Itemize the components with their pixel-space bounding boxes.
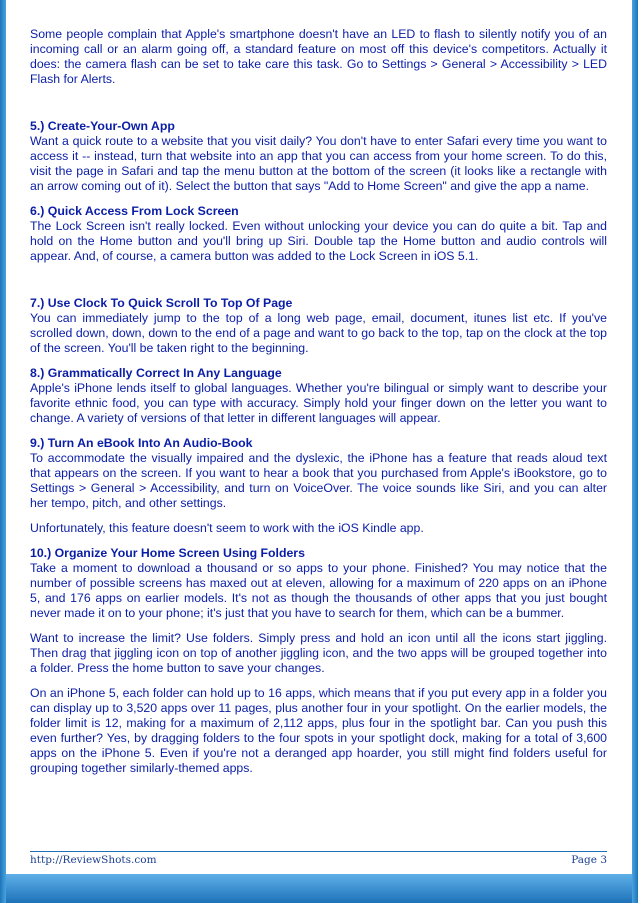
section-paragraph: You can immediately jump to the top of a long web page, email, document, itunes list etc. If you've scrolled down, down, down to the end of a page and want to go back to the top, tap on the clock at the top of the screen. You'll be taken right to the beginning. [30,311,607,355]
section-heading: 6.) Quick Access From Lock Screen [30,204,239,218]
section-heading: 10.) Organize Your Home Screen Using Folders [30,546,305,560]
left-edge-bar [0,0,6,903]
page-footer [30,851,607,866]
section-5 [30,119,607,194]
section-heading: 5.) Create-Your-Own App [30,119,175,133]
section-paragraph: On an iPhone 5, each folder can hold up to 16 apps, which means that if you put every app in a folder you can display up to 3,520 apps over 11 pages, plus another four in your spotlight. On the earlier models, the folder limit is 12, making for a maximum of 2,112 apps, plus four in the spotlight bar. Can you push this even further? Yes, by dragging folders to the four spots in your spotlight dock, making for a total of 3,600 apps on the iPhone 5. Even if you're not a deranged app hoarder, you still might find folders useful for grouping together similarly-themed apps. [30,686,607,775]
section-paragraph: Unfortunately, this feature doesn't seem to work with the iOS Kindle app. [30,521,424,535]
intro-paragraph: Some people complain that Apple's smartphone doesn't have an LED to flash to silently notify you of an incoming call or an alarm going off, a standard feature on most off this device's competitors. Actually it does: the camera flash can be set to take care this task. Go to Settings > General > Accessibility > LED Flash for Alerts. [30,27,607,86]
section-7 [30,296,607,356]
section-paragraph: To accommodate the visually impaired and the dyslexic, the iPhone has a feature that reads aloud text that appears on the screen. If you want to hear a book that you purchased from Apple's iBookstore, go to Settings > General > Accessibility, and turn on VoiceOver. The voice sounds like Siri, and you can alter her tempo, pitch, and other settings. [30,451,607,510]
section-paragraph: Apple's iPhone lends itself to global languages. Whether you're bilingual or simply want to describe your favorite ethnic food, you can type with accuracy. Simply hold your finger down on the letter you want to change. A variety of versions of that letter in different languages will appear. [30,381,607,425]
section-paragraph: Want a quick route to a website that you visit daily? You don't have to enter Safari every time you want to access it -- instead, turn that website into an app that you can access from your home screen. To do this, visit the page in Safari and tap the menu button at the bottom of the screen (it looks like a rectangle with an arrow coming out of it). Select the button that says "Add to Home Screen" and give the app a name. [30,134,607,193]
section-heading: 9.) Turn An eBook Into An Audio-Book [30,436,253,450]
section-8 [30,366,607,426]
footer-band [6,874,632,903]
page-content [30,27,607,776]
right-edge-bar [632,0,638,903]
section-heading: 7.) Use Clock To Quick Scroll To Top Of Page [30,296,293,310]
section-6 [30,204,607,264]
page-number: Page 3 [571,854,607,866]
section-paragraph: The Lock Screen isn't really locked. Even without unlocking your device you can do quite a bit. Tap and hold on the Home button and you'll bring up Siri. Double tap the Home button and audio controls will appear. And, of course, a camera button was added to the Lock Screen in iOS 5.1. [30,219,607,263]
section-paragraph: Take a moment to download a thousand or so apps to your phone. Finished? You may notice that the number of possible screens has maxed out at eleven, allowing for a maximum of 220 apps on an iPhone 5, and 176 apps on earlier models. It's not as though the thousands of other apps that you just bought never made it on to your phone; it's just that you have to search for them, which can be a bummer. [30,561,607,620]
section-paragraph: Want to increase the limit? Use folders. Simply press and hold an icon until all the icons start jiggling. Then drag that jiggling icon on top of another jiggling icon, and the two apps will be grouped together into a folder. Press the home button to save your changes. [30,631,607,675]
footer-url[interactable]: http://ReviewShots.com [30,854,157,866]
section-9 [30,436,607,536]
section-heading: 8.) Grammatically Correct In Any Language [30,366,282,380]
section-10 [30,546,607,776]
